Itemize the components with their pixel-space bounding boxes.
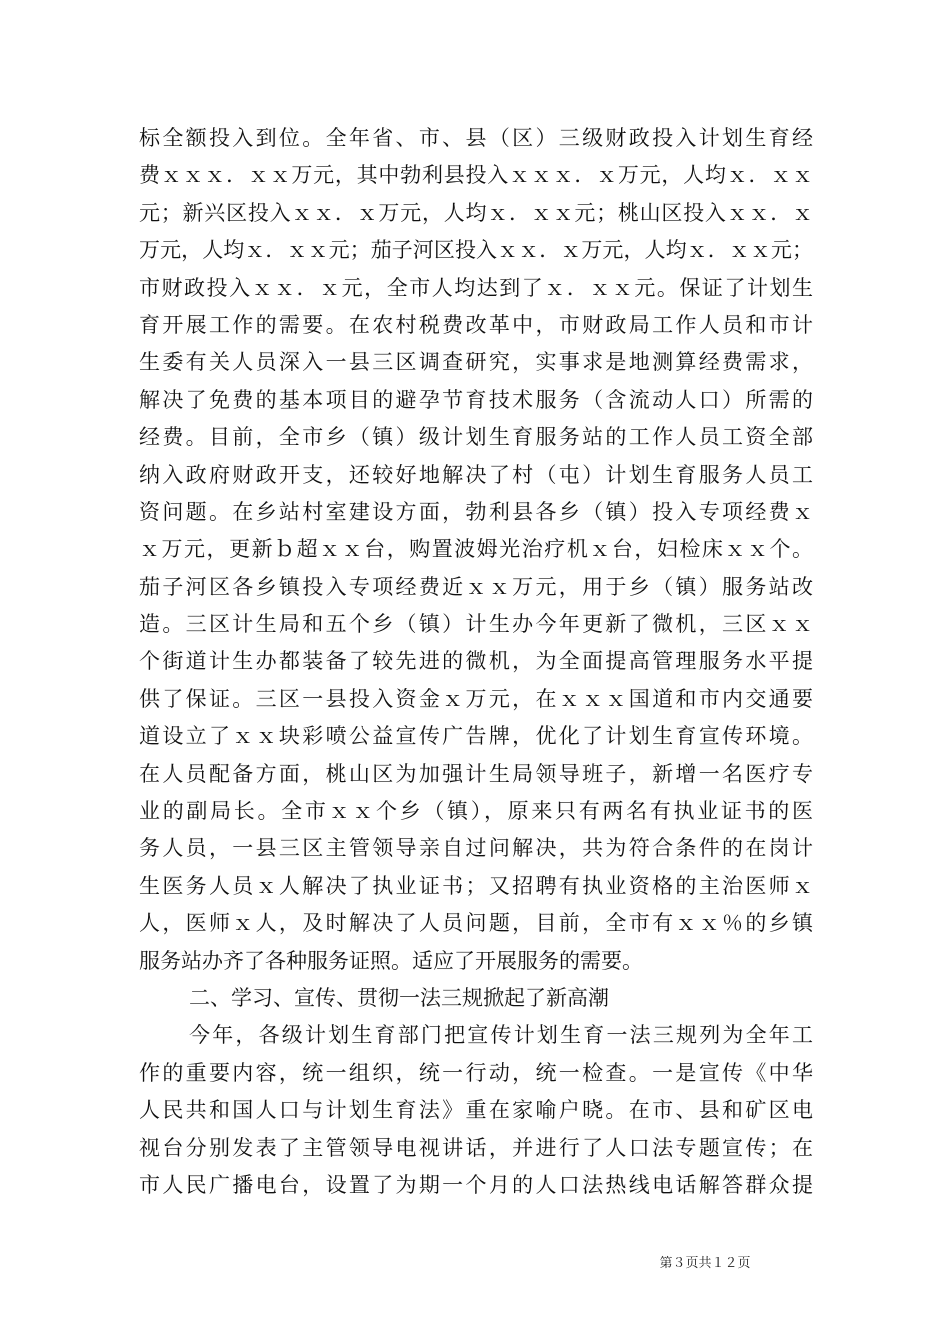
text-line: 资问题。在乡站村室建设方面，勃利县各乡（镇）投入专项经费ｘ [139,499,813,524]
page-footer [0,1252,950,1271]
text-line: 市人民广播电台，设置了为期一个月的人口法热线电话解答群众提 [139,1172,813,1197]
text-line: 个街道计生办都装备了较先进的微机，为全面提高管理服务水平提 [139,649,813,674]
text-line: 视台分别发表了主管领导电视讲话，并进行了人口法专题宣传；在 [139,1135,813,1160]
text-line: 业的副局长。全市ｘｘ个乡（镇），原来只有两名有执业证书的医 [139,799,813,824]
text-line: 造。三区计生局和五个乡（镇）计生办今年更新了微机，三区ｘｘ [139,612,813,637]
text-line: 经费。目前，全市乡（镇）级计划生育服务站的工作人员工资全部 [139,425,813,450]
text-line: 解决了免费的基本项目的避孕节育技术服务（含流动人口）所需的 [139,387,813,412]
text-line: 费ｘｘｘ．ｘｘ万元，其中勃利县投入ｘｘｘ．ｘ万元，人均ｘ．ｘｘ [139,163,813,188]
text-line: 生委有关人员深入一县三区调查研究，实事求是地测算经费需求， [139,350,813,375]
text-line: 人，医师ｘ人，及时解决了人员问题，目前，全市有ｘｘ％的乡镇 [139,911,813,936]
text-line: 作的重要内容，统一组织，统一行动，统一检查。一是宣传《中华 [139,1060,813,1085]
text-line: ｘ万元，更新ｂ超ｘｘ台，购置波姆光治疗机ｘ台，妇检床ｘｘ个。 [139,537,813,562]
text-line: 供了保证。三区一县投入资金ｘ万元，在ｘｘｘ国道和市内交通要 [139,686,813,711]
text-line: 茄子河区各乡镇投入专项经费近ｘｘ万元，用于乡（镇）服务站改 [139,574,813,599]
text-line: 在人员配备方面，桃山区为加强计生局领导班子，新增一名医疗专 [139,761,813,786]
text-line: 务人员，一县三区主管领导亲自过问解决，共为符合条件的在岗计 [139,836,813,861]
text-line: 生医务人员ｘ人解决了执业证书；又招聘有执业资格的主治医师ｘ [139,873,813,898]
section-heading: 二、学习、宣传、贯彻一法三规掀起了新高潮 [189,985,609,1010]
text-line: 万元，人均ｘ．ｘｘ元；茄子河区投入ｘｘ．ｘ万元，人均ｘ．ｘｘ元； [139,238,813,263]
text-line: 人民共和国人口与计划生育法》重在家喻户晓。在市、县和矿区电 [139,1098,813,1123]
text-line: 服务站办齐了各种服务证照。适应了开展服务的需要。 [139,948,643,973]
page-number: 第３页共１２页 [659,1256,751,1271]
text-line: 元；新兴区投入ｘｘ．ｘ万元，人均ｘ．ｘｘ元；桃山区投入ｘｘ．ｘ [139,200,813,225]
text-line: 今年，各级计划生育部门把宣传计划生育一法三规列为全年工 [189,1023,813,1048]
text-line: 标全额投入到位。全年省、市、县（区）三级财政投入计划生育经 [139,126,813,150]
text-line: 道设立了ｘｘ块彩喷公益宣传广告牌，优化了计划生育宣传环境。 [139,724,813,749]
text-line: 市财政投入ｘｘ．ｘ元，全市人均达到了ｘ．ｘｘ元。保证了计划生 [139,275,813,300]
document-body [139,120,813,1204]
text-line: 育开展工作的需要。在农村税费改革中，市财政局工作人员和市计 [139,312,813,337]
text-line: 纳入政府财政开支，还较好地解决了村（屯）计划生育服务人员工 [139,462,813,487]
